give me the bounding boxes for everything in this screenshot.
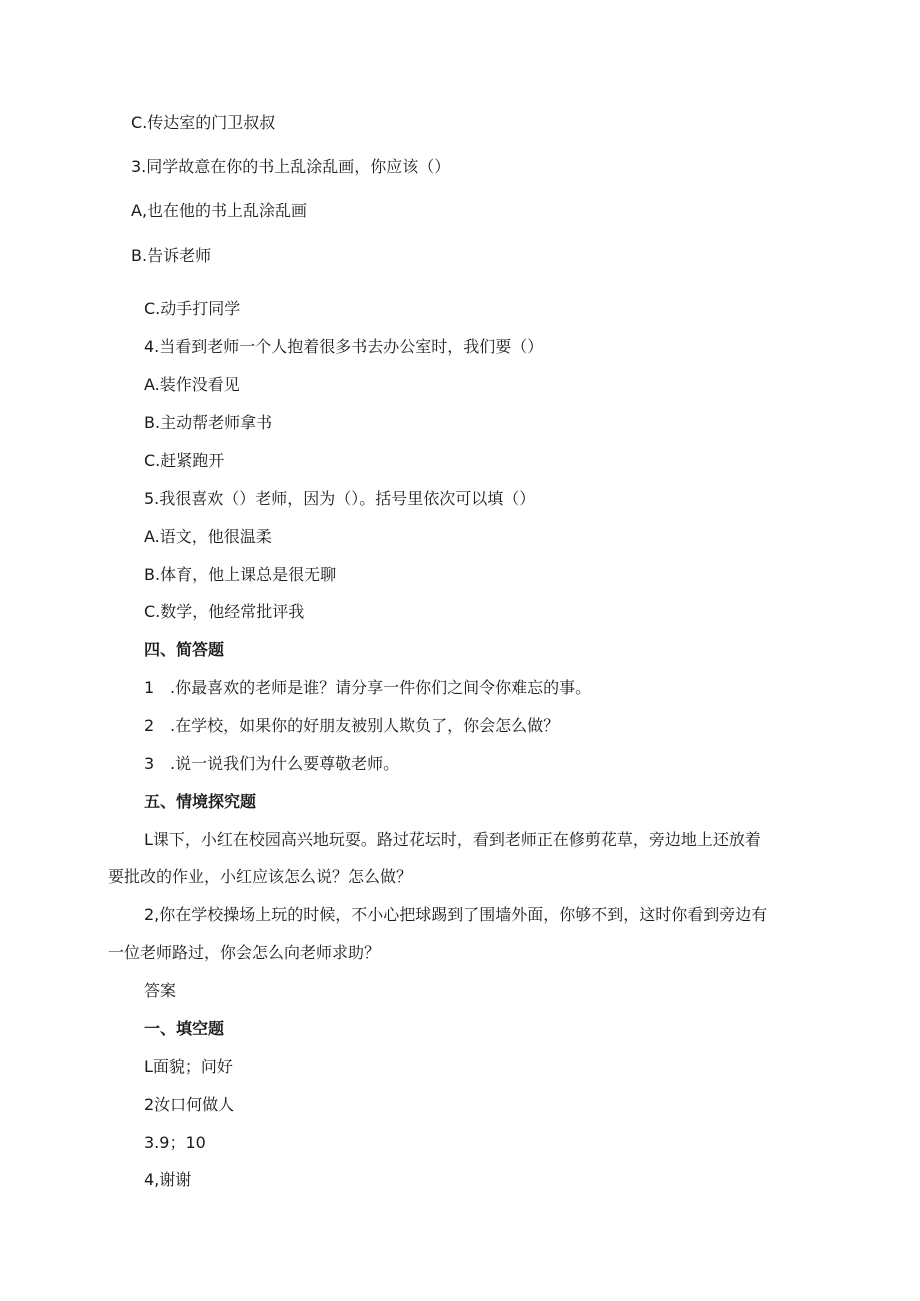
item-text: .在学校，如果你的好朋友被别人欺负了，你会怎么做？ <box>170 716 560 735</box>
short-answer-item <box>144 754 399 774</box>
answer-item: 3.9；10 <box>144 1133 206 1152</box>
answer-item: 2汝口何做人 <box>144 1095 235 1114</box>
q3-option-a: A,也在他的书上乱涂乱画 <box>131 201 308 220</box>
scenario-1-line-2: 要批改的作业，小红应该怎么说？怎么做？ <box>108 867 413 886</box>
q4-option-a: A.装作没看见 <box>144 375 240 394</box>
answers-part-1-heading: 一、填空题 <box>144 1019 225 1038</box>
q5-option-b: B.体育，他上课总是很无聊 <box>144 565 337 584</box>
q5-option-c: C.数学，他经常批评我 <box>144 602 305 621</box>
item-text: .你最喜欢的老师是谁？请分享一件你们之间令你难忘的事。 <box>170 678 592 697</box>
q3-option-c: C.动手打同学 <box>144 299 241 318</box>
item-number: 1 <box>144 678 155 697</box>
q5-option-a: A.语文，他很温柔 <box>144 527 272 546</box>
answers-title: 答案 <box>144 981 177 1000</box>
q3-option-b: B.告诉老师 <box>131 246 212 265</box>
item-text: .说一说我们为什么要尊敬老师。 <box>170 754 400 773</box>
q4-option-b: B.主动帮老师拿书 <box>144 413 273 432</box>
scenario-2-line-2: 一位老师路过，你会怎么向老师求助？ <box>108 943 381 962</box>
short-answer-item <box>144 716 559 736</box>
q2-option-c: C.传达室的门卫叔叔 <box>131 113 276 132</box>
q5-stem: 5.我很喜欢（）老师，因为（）。括号里依次可以填（） <box>144 489 536 508</box>
answer-item: L面貌；问好 <box>144 1057 233 1076</box>
answer-item: 4,谢谢 <box>144 1170 192 1189</box>
q3-stem: 3.同学故意在你的书上乱涂乱画，你应该（） <box>131 157 451 176</box>
q4-stem: 4.当看到老师一个人抱着很多书去办公室时，我们要（） <box>144 337 544 356</box>
scenario-2-line-1: 2,你在学校操场上玩的时候，不小心把球踢到了围墙外面，你够不到，这时你看到旁边有 <box>144 905 768 924</box>
scenario-1-line-1: L课下，小红在校园高兴地玩耍。路过花坛时，看到老师正在修剪花草，旁边地上还放着 <box>144 830 761 849</box>
short-answer-item <box>144 678 591 698</box>
section-5-heading: 五、情境探究题 <box>144 792 257 811</box>
q4-option-c: C.赶紧跑开 <box>144 451 225 470</box>
item-number: 2 <box>144 716 155 735</box>
section-4-heading: 四、简答题 <box>144 640 225 659</box>
item-number: 3 <box>144 754 155 773</box>
